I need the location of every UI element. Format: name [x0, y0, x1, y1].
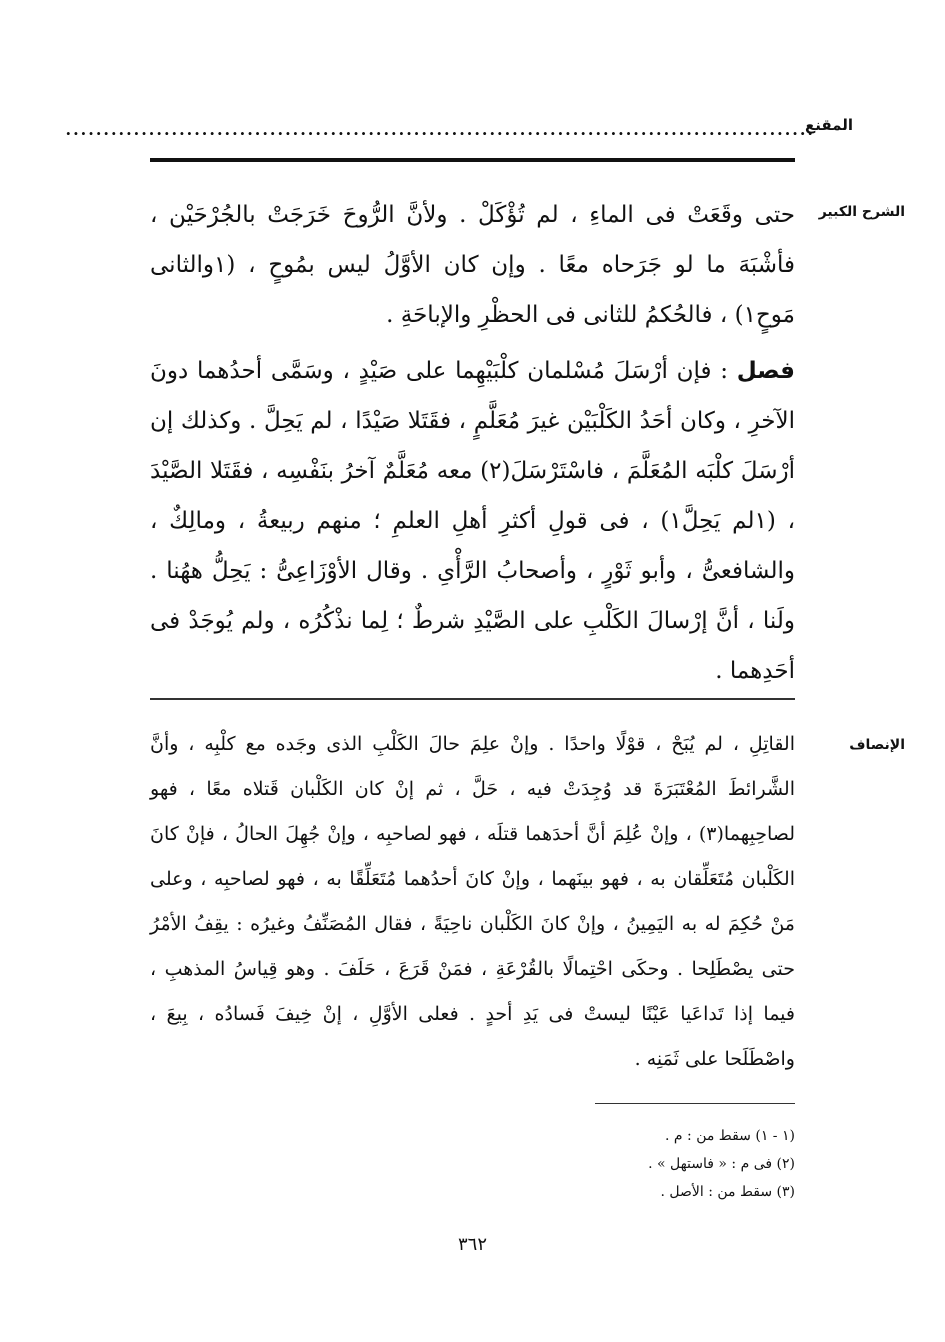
page-number: ٣٦٢	[457, 1234, 487, 1255]
insaf-paragraph: القاتِلِ ، لم يُبَحْ ، قوْلًا واحدًا . وإنْ علِمَ حالَ الكَلْبِ الذى وجَده مع كلْبِه ، وأنَّ الشَّرائطَ المُعْتَبَرَةَ قد وُجِدَتْ فيه ، حَلَّ ، ثم إنْ كان الكَلْبان قَتلاه معًا ، فهو لصاحِبِهما(٣) ، وإنْ عُلِمَ أنَّ أحدَهما قتلَه ، فهو لصاحبِه ، وإنْ جُهِلَ الحالُ ، فإنْ كانَ الكَلْبان مُتَعَلِّقان به ، فهو بينَهما ، وإنْ كانَ أحدُهما مُتَعَلِّقًا به ، فهو لصاحبِه ، وعلى مَنْ حُكِمَ له به اليَمِينُ ، وإنْ كانَ الكَلْبان ناحِيَةً ، فقال المُصَنِّفُ وغيرُه : يقِفُ الأمْرُ حتى يصْطَلِحا . وحكَى احْتِمالًا بالقُرْعَةِ ، فمَنْ قَرَعَ ، حَلَفَ . وهو قِياسُ المذهبِ ، فيما إذا تَداعَيا عَيْنًا ليستْ فى يَدِ أحدٍ . فعلى الأوَّلِ ، إنْ خِيفَ فَسادُه ، بِيعَ ، واصْطَلَحا على ثَمَنِه .	[150, 733, 795, 1070]
footnote-3: (٣) سقط من : الأصل .	[660, 1184, 795, 1200]
fasl-heading: فصل	[736, 358, 795, 384]
running-title: المقنع	[805, 116, 853, 134]
footnote-rule	[595, 1103, 795, 1104]
insaf-section-label: الإنصاف	[849, 737, 905, 753]
insaf-text-block	[150, 722, 795, 1082]
dot-leader: ...................................................................................................	[65, 120, 815, 139]
header-rule	[150, 158, 795, 162]
section-divider	[150, 698, 795, 700]
sharh-text-block	[150, 190, 795, 696]
sharh-paragraph-1: حتى وقَعَتْ فى الماءِ ، لم تُؤْكَلْ . ولأنَّ الرُّوحَ خَرَجَتْ بالجُرْحَيْن ، فأشْبَهَ ما لو جَرَحاه معًا . وإن كان الأوَّلُ ليس بمُوحٍ ، (١والثانى مَوحٍ١) ، فالحُكمُ للثانى فى الحظْرِ والإباحَةِ .	[150, 202, 795, 328]
sharh-paragraph-2	[150, 346, 795, 696]
sharh-section-label: الشرح الكبير	[818, 204, 905, 220]
footnote-1: (١ - ١) سقط من : م .	[665, 1128, 795, 1144]
footnotes	[150, 1122, 795, 1206]
footnote-2: (٢) فى م : « فاستهل » .	[648, 1156, 795, 1172]
fasl-body: : فإن أرْسَلَ مُسْلمان كلْبَيْهِما على صَيْدٍ ، وسَمَّى أحدُهما دونَ الآخرِ ، وكان أحَدُ الكَلْبَيْن غيرَ مُعَلَّمٍ ، فقَتَلا صَيْدًا ، لم يَحِلَّ . وكذلك إن أرْسَلَ كلْبَه المُعَلَّمَ ، فاسْتَرْسَلَ(٢) معه مُعَلَّمٌ آخرُ بنَفْسِه ، فقَتَلا الصَّيْدَ ، (١لم يَحِلَّ١) ، فى قولِ أكثرِ أهلِ العلمِ ؛ منهم ربيعةُ ، ومالِكٌ ، والشافعىُّ ، وأبو ثَوْرٍ ، وأصحابُ الرَّأْىِ . وقال الأوْزَاعِىُّ : يَحِلُّ ههُنا . ولَنا ، أنَّ إرْسالَ الكَلْبِ على الصَّيْدِ شرطٌ ؛ لِما نذْكُرُه ، ولم يُوجَدْ فى أحَدِهما .	[150, 358, 796, 684]
